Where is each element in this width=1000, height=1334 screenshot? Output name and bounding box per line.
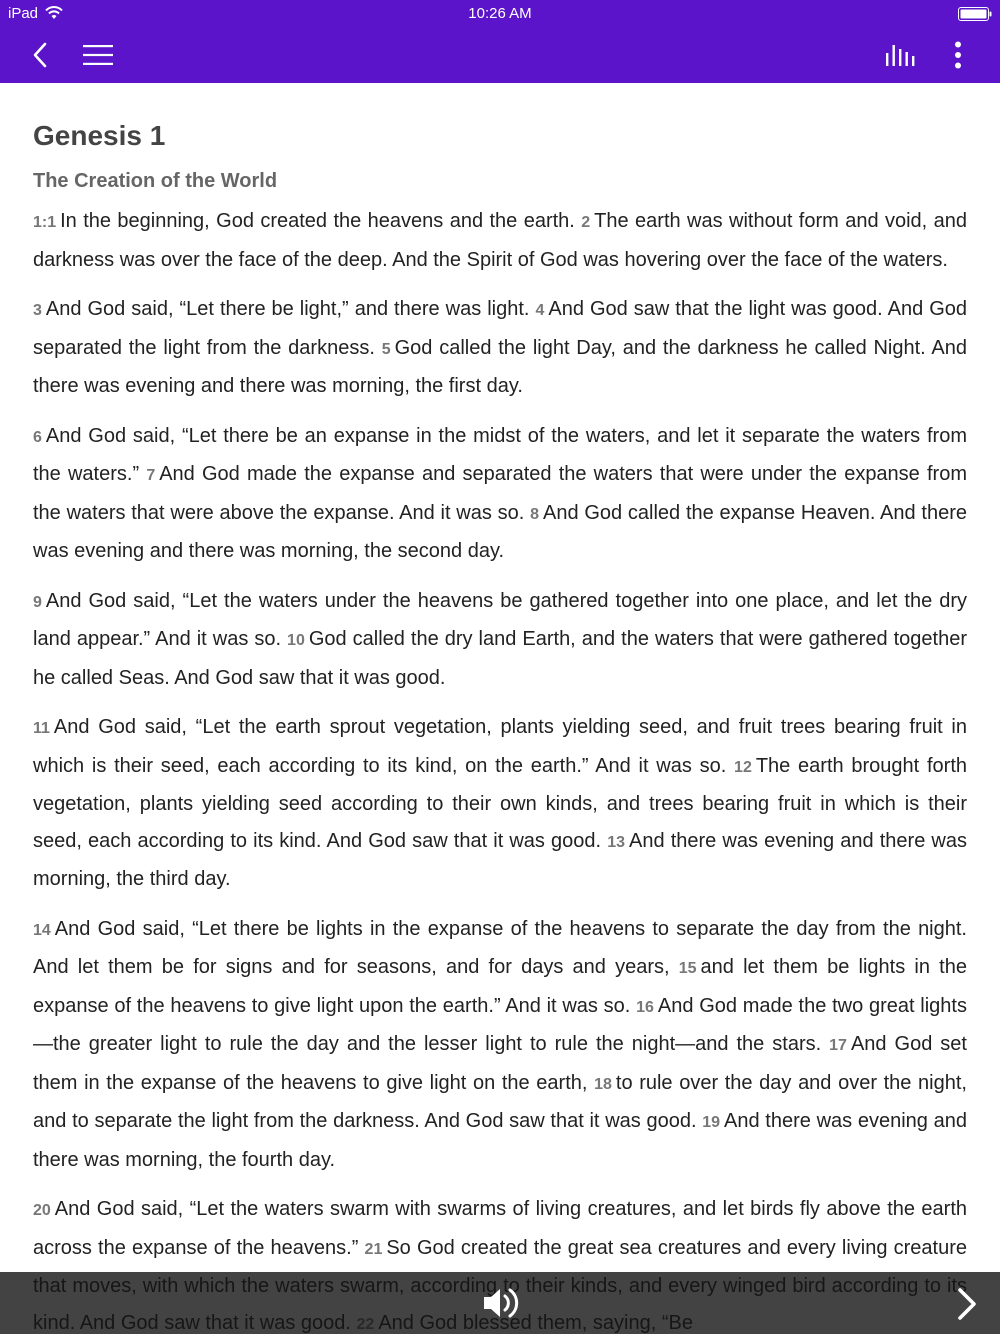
verse-text[interactable]: And God saw that the light was good. And God separated the light from the darkness. xyxy=(33,298,968,359)
verse-number[interactable]: 14 xyxy=(33,921,51,939)
verse-number[interactable]: 12 xyxy=(734,758,752,776)
verse-text[interactable]: And God said, “Let the waters swarm with swarms of living creatures, and let birds fly above the earth across the expanse of the heavens.” xyxy=(33,1198,967,1259)
verse-text[interactable]: And there was evening and there was morning, the third day. xyxy=(33,829,967,890)
verse-number[interactable]: 5 xyxy=(381,340,391,358)
verse-text[interactable]: And God said, “Let the earth sprout vegetation, plants yielding seed, and fruit trees bearing fruit in which is their seed, each according to its kind, on the earth.” And it was so. xyxy=(33,716,967,777)
audio-button[interactable] xyxy=(880,27,922,83)
verse-number[interactable]: 15 xyxy=(678,960,697,977)
play-audio-button[interactable] xyxy=(480,1284,520,1322)
chevron-left-icon xyxy=(32,42,48,68)
verse-text[interactable]: God called the dry land Earth, and the waters that were gathered together he called Seas. And God saw that it was good. xyxy=(33,628,967,689)
verse-text[interactable]: and let them be lights in the expanse of the heavens to give light upon the earth.” And it was so. xyxy=(33,956,967,1017)
chapter-text xyxy=(33,203,967,1334)
verse-text[interactable]: And God called the expanse Heaven. And there was evening and there was morning, the second day. xyxy=(33,501,968,562)
verse-number[interactable]: 17 xyxy=(829,1037,847,1054)
status-time: 10:26 AM xyxy=(468,5,532,22)
verse-text[interactable]: And there was evening and there was morning, the fourth day. xyxy=(33,1110,967,1171)
verse-number[interactable]: 13 xyxy=(607,833,626,851)
verse-number[interactable]: 1:1 xyxy=(33,214,57,231)
verse-number[interactable]: 8 xyxy=(530,505,539,523)
verse-text[interactable]: And God made the two great lights—the greater light to rule the day and the lesser light to rule the night—and the stars. xyxy=(33,994,967,1055)
verse-text[interactable]: God called the light Day, and the darkness he called Night. And there was evening and there was morning, the first day. xyxy=(33,336,968,397)
paragraph xyxy=(33,418,967,570)
speaker-icon xyxy=(480,1284,520,1322)
back-button[interactable] xyxy=(22,27,58,83)
verse-text[interactable]: And God said, “Let there be light,” and there was light. xyxy=(45,298,530,320)
top-toolbar xyxy=(0,27,1000,83)
hamburger-menu-icon xyxy=(83,44,113,66)
paragraph xyxy=(33,709,967,898)
verse-text[interactable]: And God made the expanse and separated the waters that were under the expanse from the waters that were above the expanse. And it was so. xyxy=(33,463,967,524)
paragraph xyxy=(33,203,967,278)
verse-number[interactable]: 16 xyxy=(636,998,654,1016)
verse-number[interactable]: 9 xyxy=(33,593,42,611)
paragraph xyxy=(33,291,967,405)
menu-button[interactable] xyxy=(78,27,118,83)
status-bar xyxy=(0,0,1000,27)
verse-number[interactable]: 21 xyxy=(364,1240,383,1258)
verse-number[interactable]: 6 xyxy=(33,428,42,446)
verse-text[interactable]: And God said, “Let the waters under the heavens be gathered together into one place, and let the dry land appear.” And it was so. xyxy=(33,589,967,650)
paragraph xyxy=(33,911,967,1179)
verse-text[interactable]: In the beginning, God created the heavens and the earth. xyxy=(60,210,575,232)
verse-text[interactable]: So God created the great sea creatures and every living creature xyxy=(386,1236,968,1259)
battery-full-icon xyxy=(958,7,992,21)
section-heading: The Creation of the World xyxy=(33,170,278,192)
chevron-right-icon xyxy=(950,1284,982,1324)
verse-number[interactable]: 2 xyxy=(581,214,591,231)
status-device-name: iPad xyxy=(8,5,39,22)
verse-text[interactable]: The earth brought forth vegetation, plants yielding seed according to their own kinds, and trees bearing fruit in which is their seed, each according to its kind. And God saw that it was good. xyxy=(33,754,967,852)
reading-pane[interactable] xyxy=(33,83,967,1334)
verse-number[interactable]: 11 xyxy=(33,720,50,737)
verse-number[interactable]: 10 xyxy=(287,632,305,649)
verse-number[interactable]: 7 xyxy=(146,467,156,484)
verse-number[interactable]: 18 xyxy=(594,1075,612,1093)
verse-text[interactable]: And God said, “Let there be an expanse in the midst of the waters, and let it separate the waters from the waters.” xyxy=(33,424,967,485)
more-options-button[interactable] xyxy=(940,27,976,83)
verse-number[interactable]: 20 xyxy=(33,1202,51,1219)
audio-levels-icon xyxy=(885,43,917,67)
verse-number[interactable]: 3 xyxy=(33,302,42,319)
next-chapter-button[interactable] xyxy=(950,1284,982,1324)
verse-number[interactable]: 19 xyxy=(702,1114,721,1131)
verse-text[interactable]: The earth was without form and void, and darkness was over the face of the deep. And the Spirit of God was hovering over the face of the waters. xyxy=(33,210,968,271)
verse-text[interactable]: And God set them in the expanse of the heavens to give light on the earth, xyxy=(33,1033,967,1094)
paragraph xyxy=(33,583,967,697)
more-vertical-icon xyxy=(954,41,962,69)
audio-player-bar xyxy=(0,1272,1000,1334)
verse-text[interactable]: to rule over the day and over the night, and to separate the light from the darkness. And God saw that it was good. xyxy=(33,1071,967,1132)
verse-number[interactable]: 4 xyxy=(535,302,545,319)
chapter-title: Genesis 1 xyxy=(33,120,166,151)
verse-text[interactable]: And God said, “Let there be lights in the expanse of the heavens to separate the day from the night. And let them be for signs and for seasons, and for days and years, xyxy=(33,917,967,978)
